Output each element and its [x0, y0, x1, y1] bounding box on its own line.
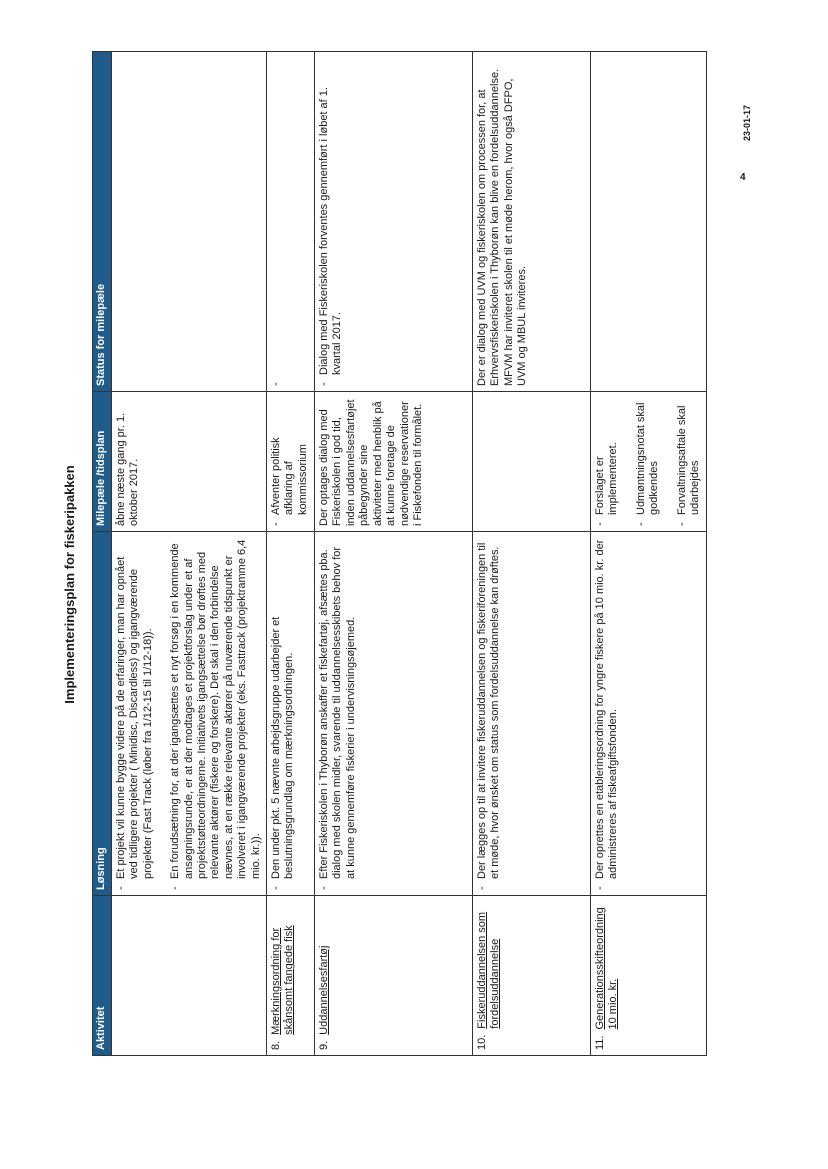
milestone-cell-text: Der optages dialog med Fiskeriskolen i god tid, inden uddannelsesfartøjet påbegynder sine aktiviteter med henblik på at kunne foretage de nødvendige reservationer i Fiskefonden til formålet.: [318, 399, 424, 526]
milestone-cell: [473, 392, 591, 532]
milestone-cell-list: [594, 397, 702, 526]
activity-label: Generationsskifteordning 10 mio. kr.: [594, 907, 620, 1030]
list-item: - Efter Fiskeriskolen i Thyborøn anskaffer et fiskefartøj, afsættes pba. dialog med skolen midler, svarende til uddannelsesskibets behov for at kunne gennemføre fiskerier i undervisningsøjemed.: [318, 537, 358, 890]
activity-label: Uddannelsesfartøj: [318, 945, 331, 1035]
activity-number: 11.: [594, 1035, 607, 1050]
solution-cell-list: [594, 537, 621, 890]
table-row: [473, 52, 591, 1056]
list-item: - Der oprettes en etableringsordning for yngre fiskere på 10 mio. kr. der administreres af fiskeafgiftsfonden.: [594, 537, 621, 890]
milestone-cell: [591, 392, 706, 532]
milestone-cell: [112, 392, 267, 532]
activity-cell: [473, 896, 591, 1056]
header-activity: Aktivitet: [93, 896, 112, 1056]
table-row: [112, 52, 267, 1056]
activity-label: Mærkningsordning for skånsomt fangede fisk: [270, 925, 296, 1035]
status-cell: [112, 52, 267, 392]
activity-cell: [315, 896, 473, 1056]
solution-cell: [591, 532, 706, 896]
activity-number: 9.: [318, 1040, 331, 1050]
milestone-cell: [267, 392, 315, 532]
activity-label: Fiskeruddannelsen som fordelsuddannelse: [476, 911, 502, 1029]
table-row: [315, 52, 473, 1056]
milestone-cell-text: åbne næste gang pr. 1. oktober 2017.: [115, 412, 141, 526]
list-item: - Afventer politisk afklaring af kommissorium: [270, 397, 310, 526]
list-item: - Et projekt vil kunne bygge videre på de erfaringer, man har opnået ved tidligere projekter ( Minidisc, Discardless) og igangværende projekter (Fast Track (løber fra 1/12-15 til 1/12-18)).: [115, 537, 155, 890]
solution-cell: [112, 532, 267, 896]
list-item: - Dialog med Fiskeriskolen forventes gennemført i løbet af 1. kvartal 2017.: [318, 57, 345, 386]
solution-cell: [473, 532, 591, 896]
header-status: Status for milepæle: [93, 52, 112, 392]
activity-number: 10.: [476, 1034, 489, 1050]
table-row: [267, 52, 315, 1056]
list-item: - Udmøntningsnotat skal godkendes: [635, 397, 662, 526]
activity-cell: [591, 896, 706, 1056]
milestone-cell-list: [270, 397, 310, 526]
status-cell: [591, 52, 706, 392]
status-cell: [315, 52, 473, 392]
status-cell: [473, 52, 591, 392]
activity-number: 8.: [270, 1040, 283, 1050]
page-number: 4: [740, 172, 746, 183]
table-row: [591, 52, 706, 1056]
solution-cell-list: [318, 537, 358, 890]
list-item: - Forvaltningsaftale skal udarbejdes: [676, 397, 703, 526]
solution-cell: [315, 532, 473, 896]
activity-cell: [112, 896, 267, 1056]
date-stamp: 23-01-17: [742, 104, 752, 141]
list-item: - Der lægges op til at invitere fiskeruddannelsen og fiskeriforeningen til et møde, hvor ønsket om status som fordelsuddannelse kan drøftes.: [476, 537, 503, 890]
list-item: - En forudsætning for, at der igangsættes et nyt forsøg i en kommende ansøgningsrunde, er at der modtages et projektforslag under et af projektstøtteordningerne. Initiativets igangsættelse bør drøftes med relevante aktører (fiskere og forskere). Det skal i den forbindelse nævnes, at en række relevante aktører på nuværende tidspunkt er involveret i igangværende projekter (eks. Fasttrack (projektramme 6,4 mio. kr.)).: [169, 537, 263, 890]
status-cell: [267, 52, 315, 392]
status-cell-list: [318, 57, 345, 386]
page-title: Implementeringsplan for fiskeripakken: [62, 465, 77, 704]
solution-cell: [267, 532, 315, 896]
milestone-cell: [315, 392, 473, 532]
header-solution: Løsning: [93, 532, 112, 896]
solution-cell-list: [476, 537, 503, 890]
table-header-row: [93, 52, 112, 1056]
implementation-table: [92, 51, 707, 1056]
header-milestone: Milepæle /tidsplan: [93, 392, 112, 532]
list-item: - Forslaget er implementeret.: [594, 397, 621, 526]
status-cell-text: Der er dialog med UVM og fiskeriskolen om processen for, at Erhvervsfiskeriskolen i Thyborøn kan blive en fordelsuddannelse. MFVM har inviteret skolen til et møde herom, hvor også DFPO, UVM og MBUL inviteres.: [476, 68, 529, 386]
solution-cell-list: [115, 537, 263, 890]
solution-cell-list: [270, 537, 297, 890]
list-item: - Den under pkt. 5 nævnte arbejdsgruppe udarbejder et beslutningsgrundlag om mærkningsordningen.: [270, 537, 297, 890]
activity-cell: [267, 896, 315, 1056]
